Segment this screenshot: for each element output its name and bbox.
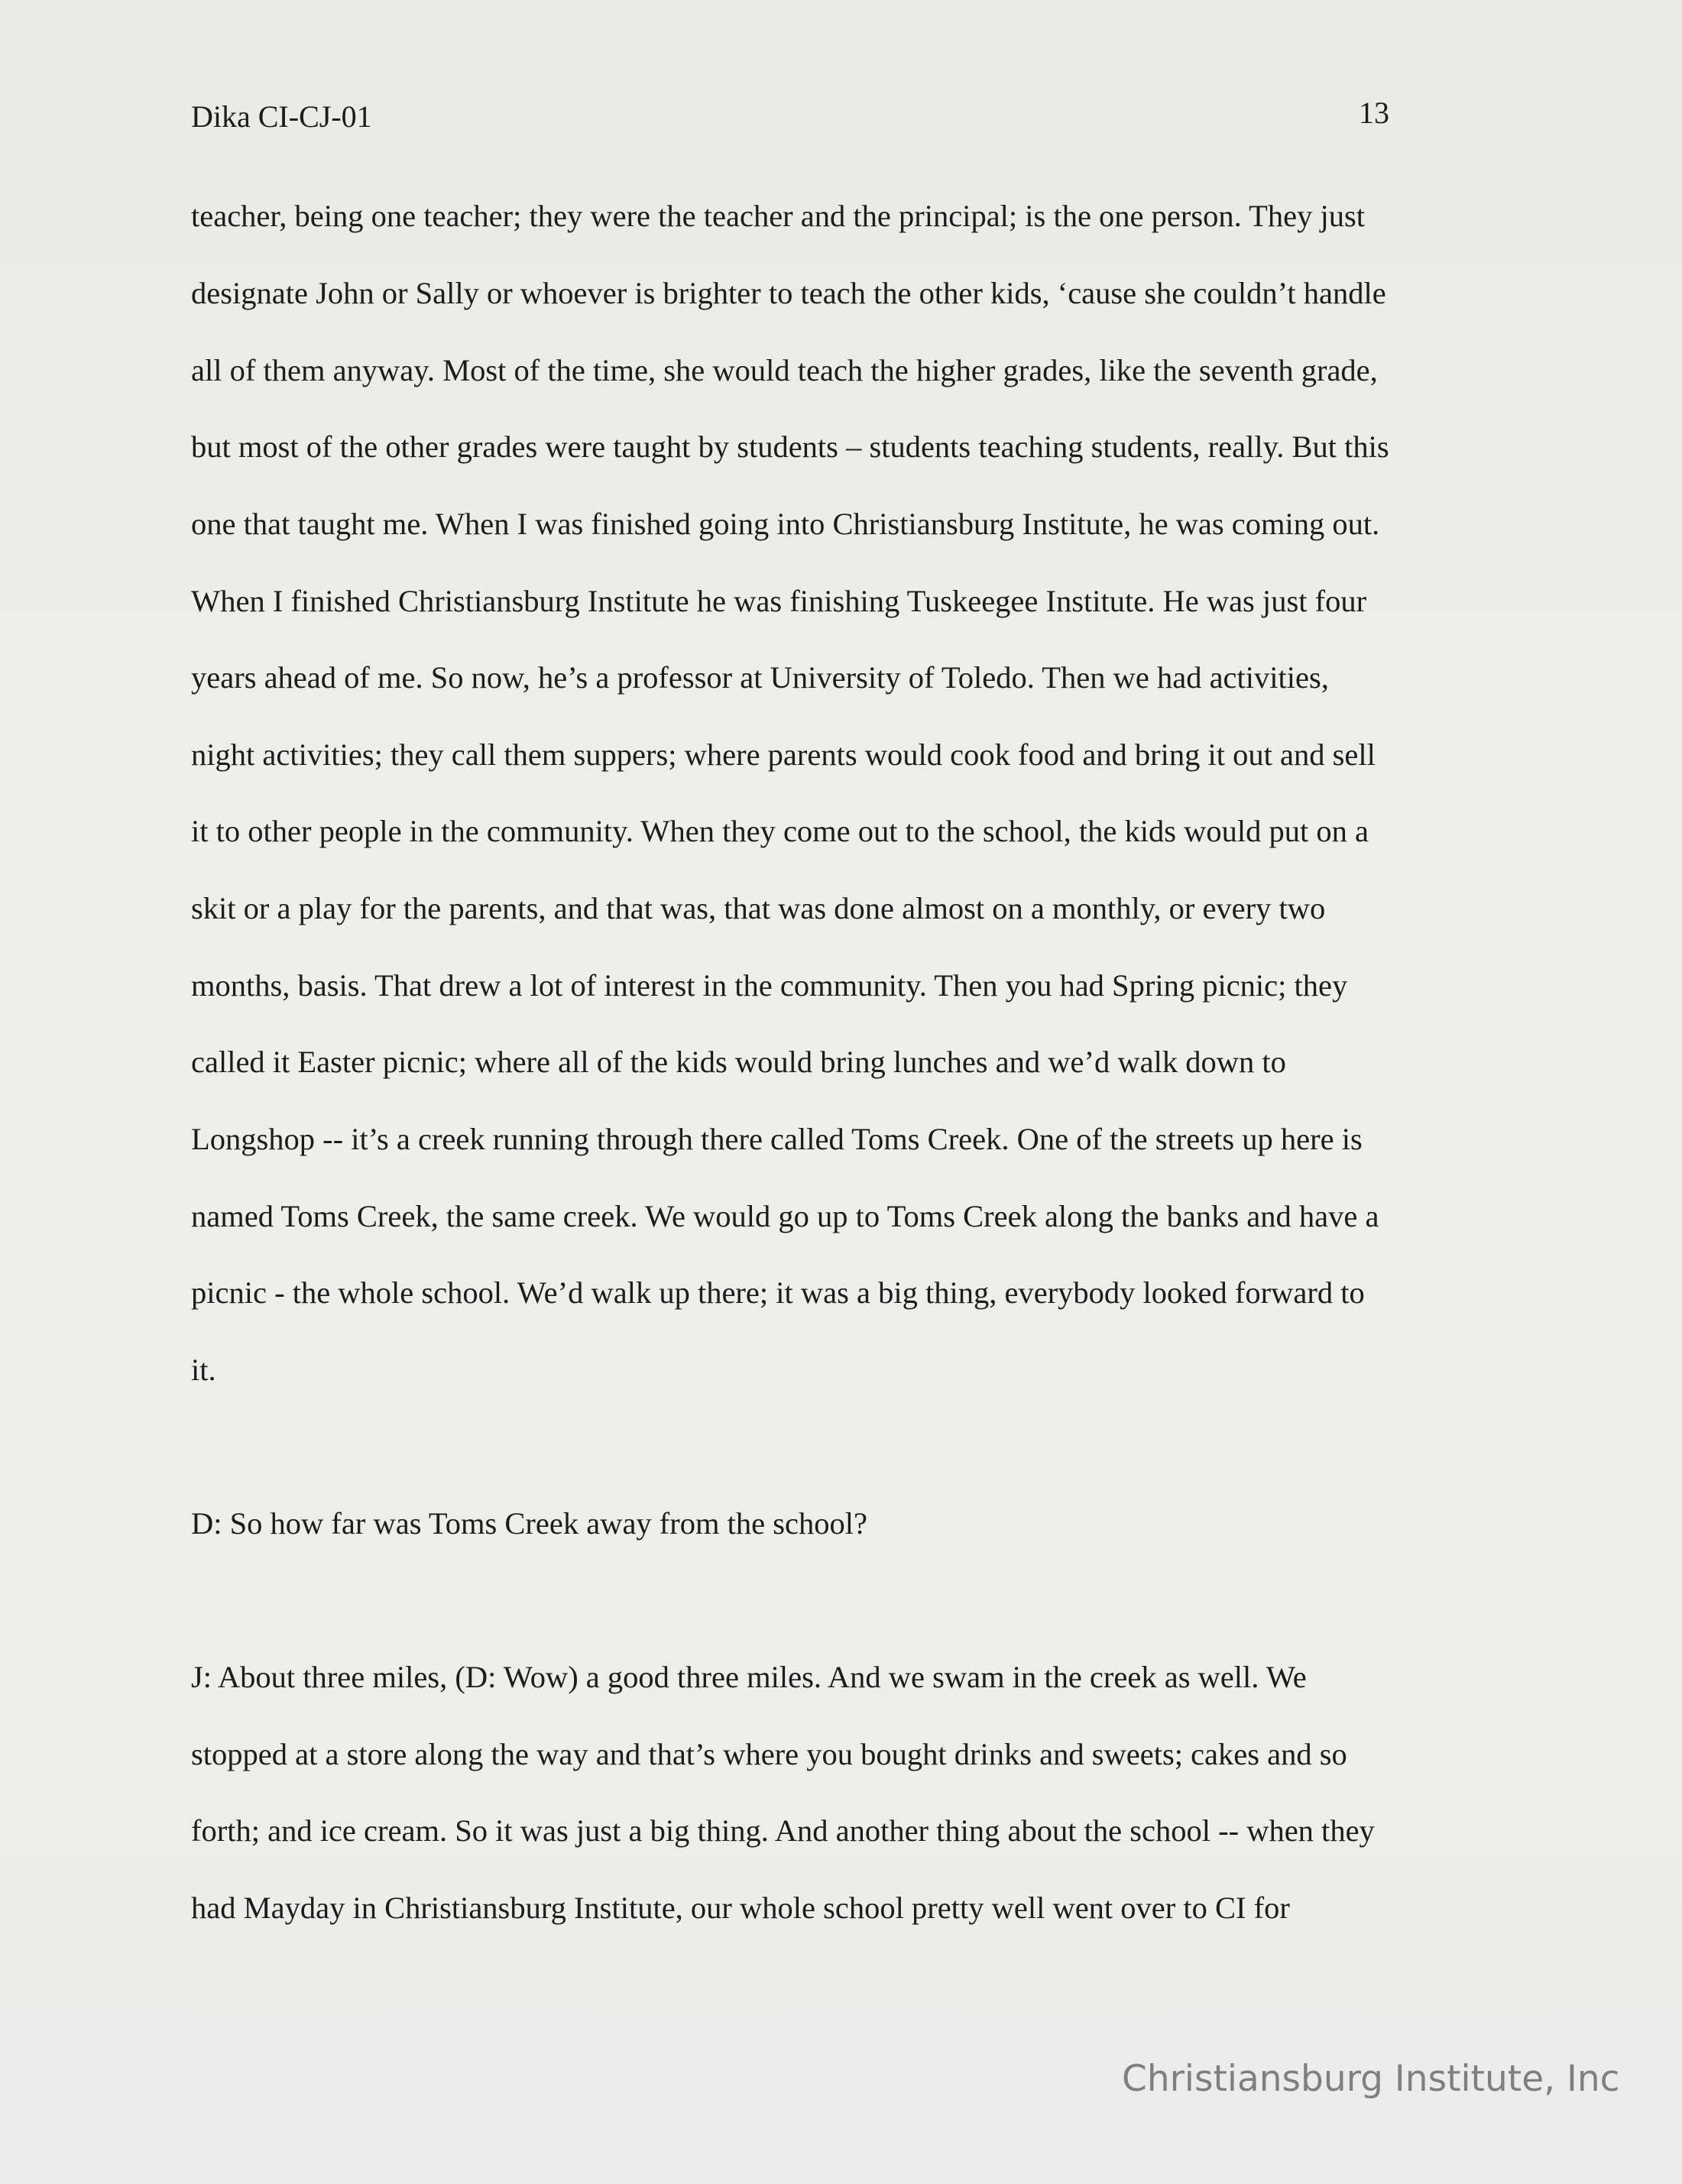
text-line: years ahead of me. So now, he’s a professor at University of Toledo. Then we had activities, [191, 660, 1329, 695]
text-line: had Mayday in Christiansburg Institute, our whole school pretty well went over to CI for [191, 1891, 1290, 1925]
running-header: Dika CI-CJ-01 [191, 99, 372, 134]
text-line: When I finished Christiansburg Institute he was finishing Tuskeegee Institute. He was just four [191, 584, 1367, 618]
page-number: 13 [1359, 96, 1389, 130]
question-line: D: So how far was Toms Creek away from the school? [191, 1506, 867, 1541]
text-line: but most of the other grades were taught by students – students teaching students, really. But this [191, 429, 1389, 464]
text-line: J: About three miles, (D: Wow) a good three miles. And we swam in the creek as well. We [191, 1660, 1307, 1694]
text-line: teacher, being one teacher; they were the teacher and the principal; is the one person. They just [191, 199, 1365, 233]
text-line: picnic - the whole school. We’d walk up there; it was a big thing, everybody looked forward to [191, 1275, 1365, 1310]
text-line: all of them anyway. Most of the time, she would teach the higher grades, like the seventh grade, [191, 353, 1378, 387]
text-line: stopped at a store along the way and that’s where you bought drinks and sweets; cakes and so [191, 1737, 1347, 1771]
text-line: Longshop -- it’s a creek running through there called Toms Creek. One of the streets up here is [191, 1122, 1363, 1156]
text-line: months, basis. That drew a lot of interest in the community. Then you had Spring picnic; they [191, 968, 1348, 1003]
text-line: it. [191, 1353, 216, 1387]
text-line: named Toms Creek, the same creek. We would go up to Toms Creek along the banks and have a [191, 1199, 1379, 1233]
watermark: Christiansburg Institute, Inc [1122, 2058, 1620, 2100]
text-line: one that taught me. When I was finished going into Christiansburg Institute, he was coming out. [191, 507, 1380, 541]
text-line: it to other people in the community. When they come out to the school, the kids would put on a [191, 814, 1369, 848]
text-line: called it Easter picnic; where all of the kids would bring lunches and we’d walk down to [191, 1045, 1286, 1079]
text-line: designate John or Sally or whoever is brighter to teach the other kids, ‘cause she couldn’t handle [191, 276, 1386, 310]
text-line: skit or a play for the parents, and that was, that was done almost on a monthly, or every two [191, 891, 1326, 925]
text-line: forth; and ice cream. So it was just a big thing. And another thing about the school -- when they [191, 1813, 1375, 1848]
text-line: night activities; they call them suppers; where parents would cook food and bring it out and sell [191, 737, 1376, 772]
